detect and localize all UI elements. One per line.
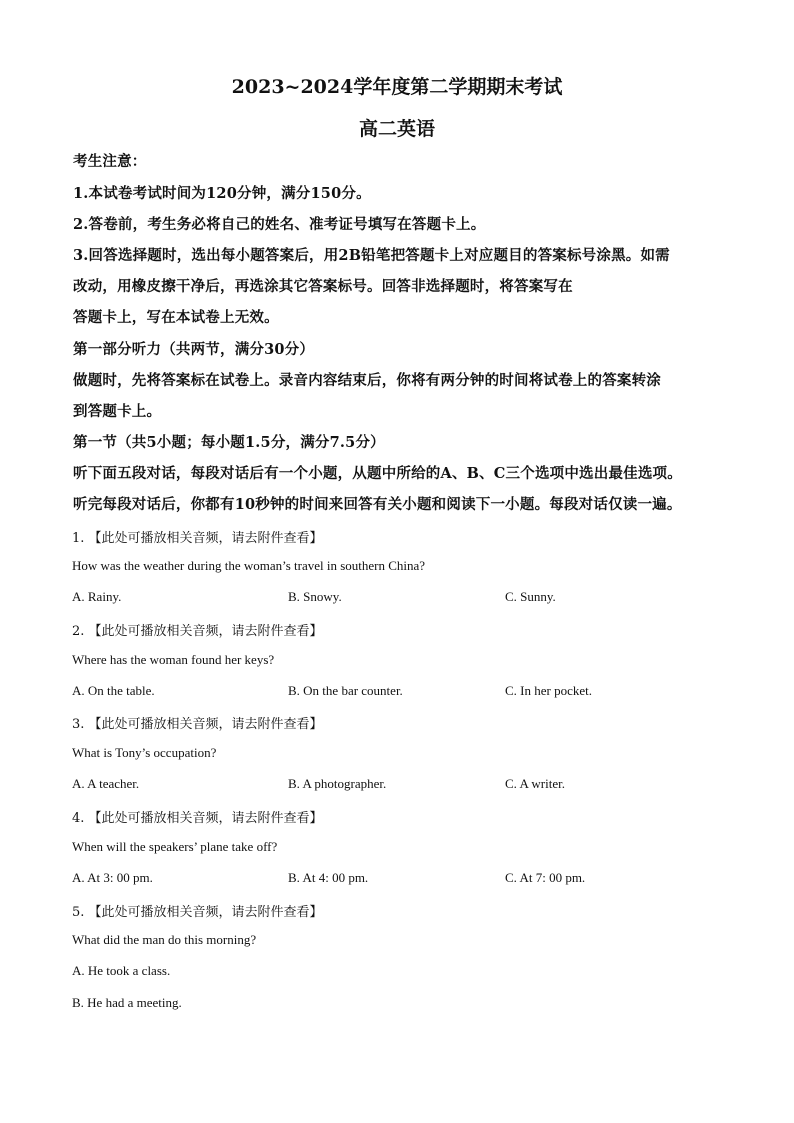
question-3-audio-note: 3. 【此处可播放相关音频，请去附件查看】	[72, 717, 323, 732]
notice-item-1: 1.本试卷考试时间为120分钟，满分150分。	[73, 185, 371, 202]
question-1-option-b: B. Snowy.	[288, 589, 342, 604]
question-1-option-a: A. Rainy.	[72, 589, 122, 604]
part1-heading: 第一部分听力（共两节，满分30分）	[73, 341, 315, 358]
question-2-audio-note: 2. 【此处可播放相关音频，请去附件查看】	[72, 624, 323, 639]
notice-item-3-line-2: 改动，用橡皮擦干净后，再选涂其它答案标号。回答非选择题时，将答案写在	[73, 278, 573, 295]
question-5-audio-note: 5. 【此处可播放相关音频，请去附件查看】	[72, 905, 323, 920]
question-1-option-c: C. Sunny.	[505, 589, 556, 604]
question-1-audio-note: 1. 【此处可播放相关音频，请去附件查看】	[72, 531, 323, 546]
section1-instruction-line-2: 听完每段对话后，你都有10秒钟的时间来回答有关小题和阅读下一小题。每段对话仅读一遍。	[73, 496, 682, 513]
question-4-option-c: C. At 7: 00 pm.	[505, 870, 586, 885]
question-2-text: Where has the woman found her keys?	[72, 652, 275, 667]
section1-heading: 第一节（共5小题；每小题1.5分，满分7.5分）	[73, 434, 385, 451]
question-4-option-b: B. At 4: 00 pm.	[288, 870, 369, 885]
question-2-option-a: A. On the table.	[72, 683, 155, 698]
notice-item-3-line-1: 3.回答选择题时，选出每小题答案后，用2B铅笔把答题卡上对应题目的答案标号涂黑。如需	[73, 247, 670, 264]
exam-subject: 高二英语	[358, 118, 435, 140]
question-5-option-b: B. He had a meeting.	[72, 995, 182, 1010]
question-3-option-a: A. A teacher.	[72, 776, 140, 791]
notice-item-2: 2.答卷前，考生务必将自己的姓名、准考证号填写在答题卡上。	[73, 216, 486, 233]
question-3-text: What is Tony’s occupation?	[72, 745, 217, 760]
section1-instruction-line-1: 听下面五段对话，每段对话后有一个小题，从题中所给的A、B、C三个选项中选出最佳选项。	[73, 465, 682, 482]
notice-heading: 考生注意：	[73, 153, 147, 170]
part1-instruction-line-2: 到答题卡上。	[73, 403, 162, 420]
question-4-option-a: A. At 3: 00 pm.	[72, 870, 153, 885]
question-1-text: How was the weather during the woman’s travel in southern China?	[72, 558, 426, 573]
question-4-text: When will the speakers’ plane take off?	[72, 839, 278, 854]
question-5-text: What did the man do this morning?	[72, 932, 257, 947]
question-2-option-c: C. In her pocket.	[505, 683, 593, 698]
exam-title: 2023~2024学年度第二学期期末考试	[231, 76, 563, 98]
question-3-option-c: C. A writer.	[505, 776, 565, 791]
notice-item-3-line-3: 答题卡上，写在本试卷上无效。	[73, 309, 279, 326]
part1-instruction-line-1: 做题时，先将答案标在试卷上。录音内容结束后，你将有两分钟的时间将试卷上的答案转涂	[73, 372, 661, 389]
question-2-option-b: B. On the bar counter.	[288, 683, 403, 698]
question-5-option-a: A. He took a class.	[72, 963, 171, 978]
question-3-option-b: B. A photographer.	[288, 776, 387, 791]
question-4-audio-note: 4. 【此处可播放相关音频，请去附件查看】	[72, 811, 323, 826]
